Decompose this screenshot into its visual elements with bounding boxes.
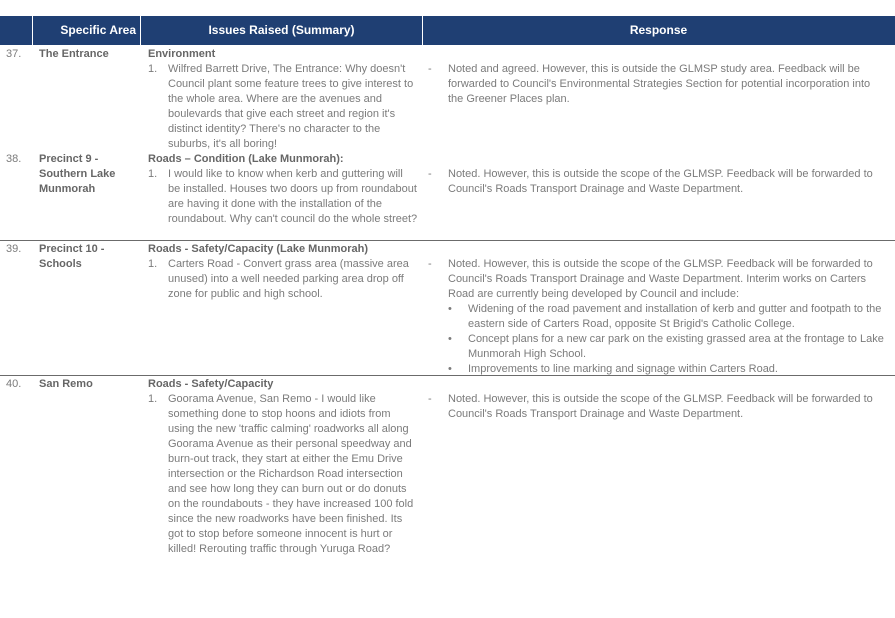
bullet-glyph: • bbox=[448, 363, 452, 375]
issue-text: Carters Road - Convert grass area (massive area unused) into a well needed parking area drop off zone for public and high school. bbox=[168, 258, 409, 300]
header-response: Response bbox=[629, 23, 688, 37]
table-row bbox=[0, 377, 895, 577]
response-line bbox=[428, 392, 888, 422]
response-dash: - bbox=[428, 258, 432, 270]
table-row bbox=[0, 152, 895, 241]
response-line bbox=[428, 62, 888, 107]
response-cell bbox=[428, 167, 888, 197]
issue-cell bbox=[148, 152, 418, 227]
specific-area: San Remo bbox=[39, 378, 93, 390]
response-text: Noted. However, this is outside the scope of the GLMSP. Feedback will be forwarded to Council's Roads Transport Drainage and Waste Department. bbox=[448, 168, 873, 195]
header-issues-raised: Issues Raised (Summary) bbox=[141, 16, 423, 45]
response-cell bbox=[428, 392, 888, 422]
issue-heading: Roads - Safety/Capacity bbox=[148, 378, 274, 390]
header-specific-area: Specific Area bbox=[32, 16, 141, 45]
response-text: Noted. However, this is outside the scope of the GLMSP. Feedback will be forwarded to Council's Roads Transport Drainage and Waste Department. Interim works on Carters Road are currently being developed by Council and include: bbox=[448, 258, 873, 300]
response-bullet bbox=[428, 332, 888, 362]
issue-cell bbox=[148, 377, 418, 557]
issue-text: I would like to know when kerb and guttering will be installed. Houses two doors up from roundabout are having it done with the installation of the roundabout. Why can't council do the whole street? bbox=[168, 168, 418, 225]
consultation-table bbox=[0, 16, 895, 555]
response-text: Noted. However, this is outside the scope of the GLMSP. Feedback will be forwarded to Council's Roads Transport Drainage and Waste Department. bbox=[448, 393, 873, 420]
table-row bbox=[0, 47, 895, 153]
issue-number: 1. bbox=[148, 393, 158, 405]
bullet-glyph: • bbox=[448, 303, 452, 315]
issue-cell bbox=[148, 47, 418, 152]
response-dash: - bbox=[428, 63, 432, 75]
response-bullet bbox=[428, 302, 888, 332]
issue-text: Wilfred Barrett Drive, The Entrance: Why doesn't Council plant some feature trees to give interest to the whole area. Where are the avenues and boulevards that give each street and region it's distinct identity? There's no character to the suburbs, it's all boring! bbox=[168, 63, 414, 150]
table-header bbox=[0, 16, 895, 45]
bullet-text: Widening of the road pavement and installation of kerb and gutter and footpath to the eastern side of Carters Road, opposite St Brigid's Catholic College. bbox=[468, 303, 882, 330]
specific-area: The Entrance bbox=[39, 48, 109, 60]
issue-number: 1. bbox=[148, 258, 158, 270]
issue-item bbox=[148, 167, 418, 227]
response-cell bbox=[428, 62, 888, 107]
bullet-glyph: • bbox=[448, 333, 452, 345]
issue-number: 1. bbox=[148, 63, 158, 75]
response-line bbox=[428, 257, 888, 302]
specific-area: Precinct 10 - Schools bbox=[39, 243, 105, 270]
header-num-col bbox=[0, 16, 33, 45]
issue-text: Goorama Avenue, San Remo - I would like something done to stop hoons and idiots from using the new 'traffic calming' roadworks all along Goorama Avenue as their personal speedway and burn-out track, they start at either the Emu Drive intersection or the Richardson Road intersection and see how long they can burn out or do donuts on the roundabouts - they have increased 100 fold since the new roadworks have been finished. Its got to stop before someone innocent is hurt or killed! Rerouting traffic through Yuruga Road? bbox=[168, 393, 414, 555]
issue-heading: Roads – Condition (Lake Munmorah): bbox=[148, 153, 344, 165]
issue-item bbox=[148, 62, 418, 152]
row-number: 37. bbox=[6, 48, 22, 60]
bullet-text: Concept plans for a new car park on the existing grassed area at the frontage to Lake Munmorah High School. bbox=[468, 333, 884, 360]
issue-item bbox=[148, 257, 418, 302]
row-number: 40. bbox=[6, 378, 22, 390]
row-number: 39. bbox=[6, 243, 22, 255]
response-bullet bbox=[428, 362, 888, 377]
issue-item bbox=[148, 392, 418, 557]
response-dash: - bbox=[428, 393, 432, 405]
issue-number: 1. bbox=[148, 168, 158, 180]
response-text: Noted and agreed. However, this is outside the GLMSP study area. Feedback will be forwarded to Council's Environmental Strategies Section for potential incorporation into the Greener Places plan. bbox=[448, 63, 871, 105]
issue-heading: Roads - Safety/Capacity (Lake Munmorah) bbox=[148, 243, 369, 255]
bullet-text: Improvements to line marking and signage within Carters Road. bbox=[468, 363, 778, 375]
issue-heading: Environment bbox=[148, 48, 216, 60]
response-line bbox=[428, 167, 888, 197]
table-row bbox=[0, 242, 895, 376]
specific-area: Precinct 9 - Southern Lake Munmorah bbox=[39, 153, 116, 195]
row-number: 38. bbox=[6, 153, 22, 165]
issue-cell bbox=[148, 242, 418, 302]
response-dash: - bbox=[428, 168, 432, 180]
response-cell bbox=[428, 257, 888, 377]
